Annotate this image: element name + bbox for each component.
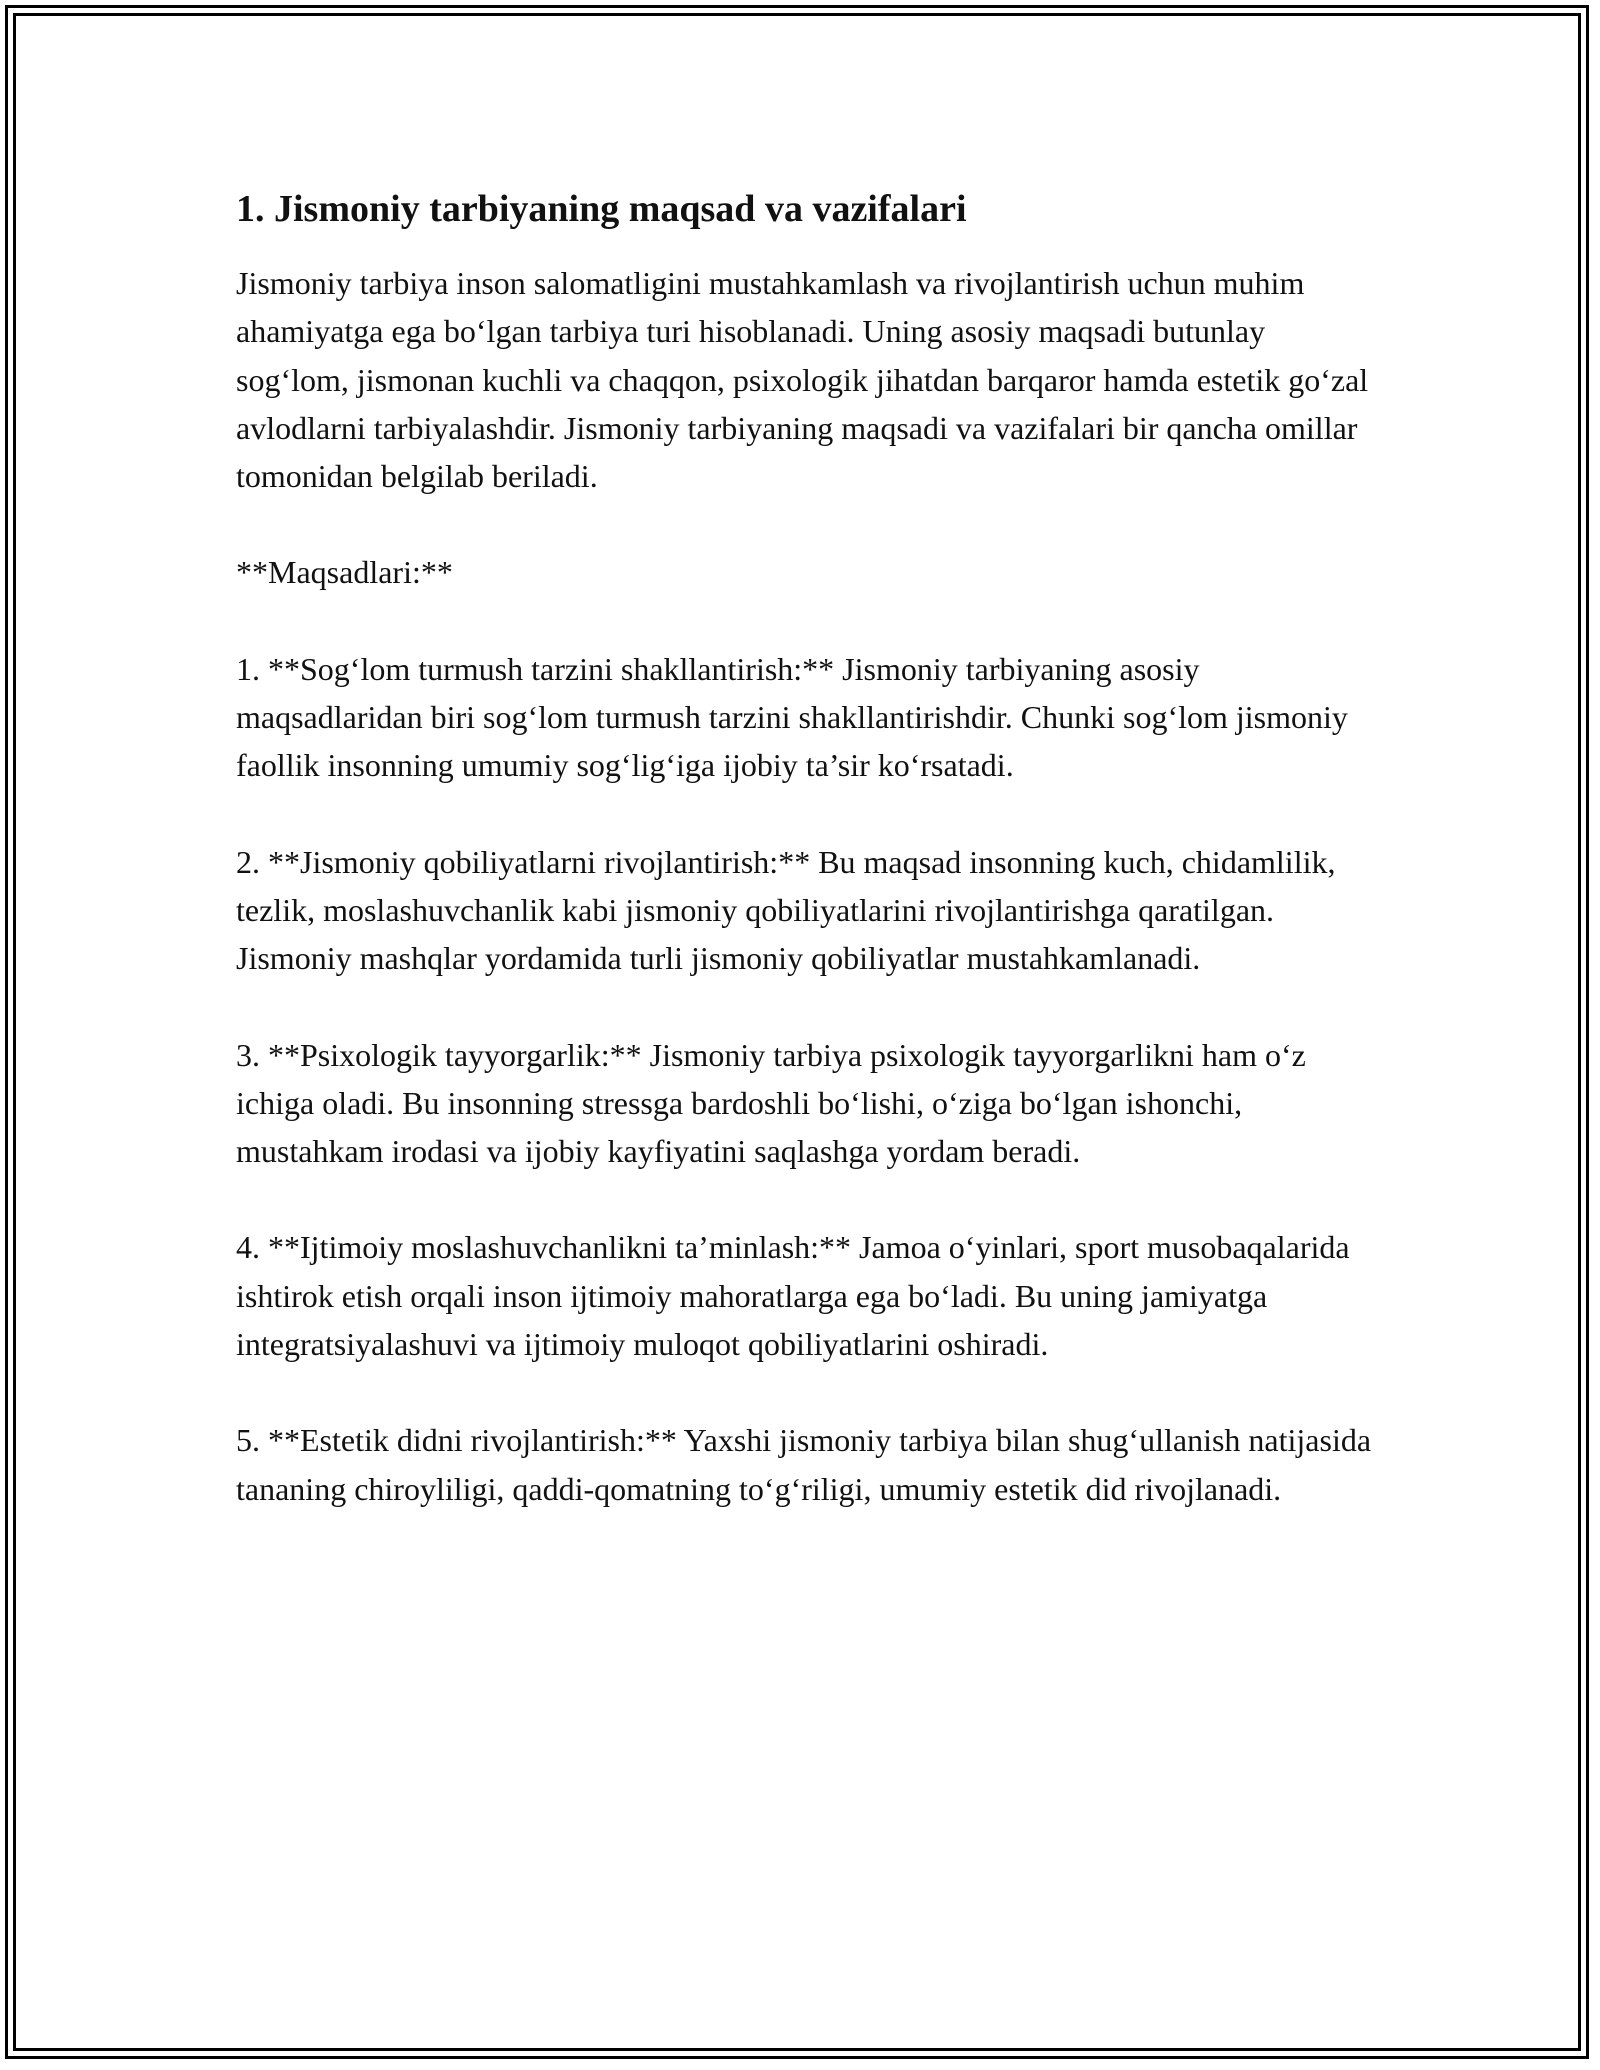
goal-item-4: 4. **Ijtimoiy moslashuvchanlikni ta’minlash:** Jamoa o‘yinlari, sport musobaqalarida ishtirok etish orqali inson ijtimoiy mahoratlarga ega bo‘ladi. Bu uning jamiyatga integratsiyalashuvi va ijtimoiy muloqot qobiliyatlarini oshiradi.: [236, 1229, 1350, 1363]
goals-heading: **Maqsadlari:**: [236, 554, 453, 591]
intro-paragraph: Jismoniy tarbiya inson salomatligini mustahkamlash va rivojlantirish uchun muhim ahamiyatga ega bo‘lgan tarbiya turi hisoblanadi. Uning asosiy maqsadi butunlay sog‘lom, jismonan kuchli va chaqqon, psixologik jihatdan barqaror hamda estetik go‘zal avlodlarni tarbiyalashdir. Jismoniy tarbiyaning maqsadi va vazifalari bir qancha omillar tomonidan belgilab beriladi.: [236, 265, 1369, 495]
section-title: 1. Jismoniy tarbiyaning maqsad va vazifalari: [236, 188, 967, 230]
goal-item-2: 2. **Jismoniy qobiliyatlarni rivojlantirish:** Bu maqsad insonning kuch, chidamlilik, tezlik, moslashuvchanlik kabi jismoniy qobiliyatlarini rivojlantirishga qaratilgan. Jismoniy mashqlar yordamida turli jismoniy qobiliyatlar mustahkamlanadi.: [236, 843, 1336, 977]
goal-item-3: 3. **Psixologik tayyorgarlik:** Jismoniy tarbiya psixologik tayyorgarlikni ham o‘z ichiga oladi. Bu insonning stressga bardoshli bo‘lishi, o‘ziga bo‘lgan ishonchi, mustahkam irodasi va ijobiy kayfiyatini saqlashga yordam beradi.: [236, 1036, 1306, 1170]
document-body: [236, 183, 1376, 1561]
goal-item-1: 1. **Sog‘lom turmush tarzini shakllantirish:** Jismoniy tarbiyaning asosiy maqsadlaridan biri sog‘lom turmush tarzini shakllantirishdir. Chunki sog‘lom jismoniy faollik insonning umumiy sog‘lig‘iga ijobiy ta’sir ko‘rsatadi.: [236, 650, 1348, 784]
goal-item-5: 5. **Estetik didni rivojlantirish:** Yaxshi jismoniy tarbiya bilan shug‘ullanish natijasida tananing chiroyliligi, qaddi-qomatning to‘g‘riligi, umumiy estetik did rivojlanadi.: [236, 1422, 1372, 1507]
